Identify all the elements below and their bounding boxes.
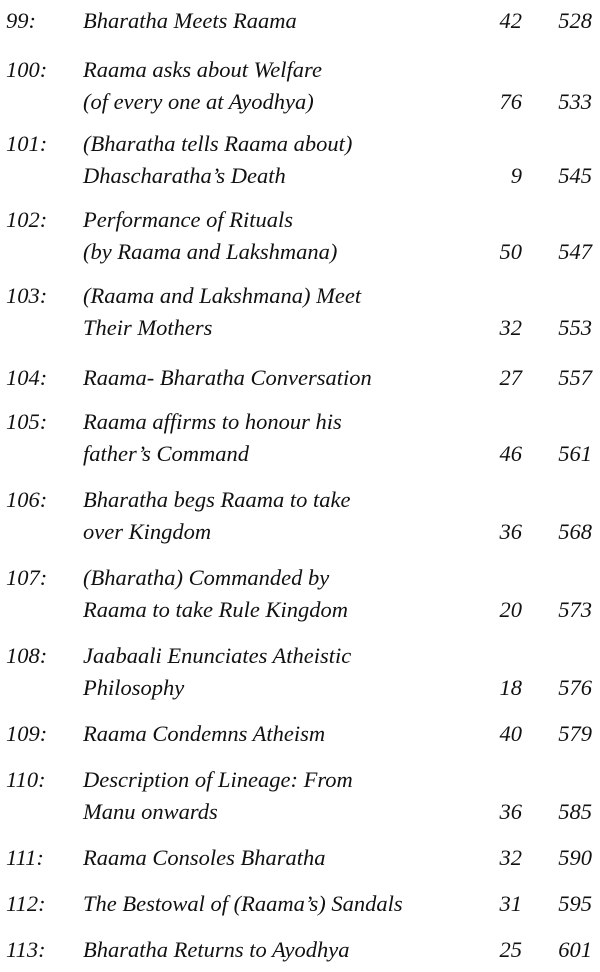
chapter-title-line: The Bestowal of (Raama’s) Sandals (83, 891, 403, 916)
chapter-number: 106: (6, 487, 48, 512)
chapter-title-line: father’s Command (83, 441, 250, 466)
verse-count: 32 (499, 315, 522, 340)
chapter-number: 105: (6, 409, 48, 434)
chapter-title-line: (by Raama and Lakshmana) (83, 239, 338, 264)
chapter-title (83, 888, 483, 920)
chapter-title (83, 562, 483, 626)
chapter-title (83, 718, 483, 750)
chapter-title-line: (Bharatha) Commanded by (83, 565, 330, 590)
chapter-title (83, 484, 483, 548)
chapter-number: 109: (6, 721, 48, 746)
verse-count: 40 (499, 721, 522, 746)
page-number: 533 (558, 89, 592, 114)
chapter-title-line: Their Mothers (83, 315, 213, 340)
chapter-title-line: Raama Consoles Bharatha (83, 845, 326, 870)
page-number: 579 (558, 721, 592, 746)
chapter-number: 103: (6, 283, 48, 308)
chapter-number: 99: (6, 8, 36, 33)
chapter-title-line: (of every one at Ayodhya) (83, 89, 314, 114)
chapter-number: 100: (6, 57, 48, 82)
chapter-title (83, 764, 483, 828)
chapter-title (83, 406, 483, 470)
verse-count: 50 (499, 239, 522, 264)
verse-count: 20 (499, 597, 522, 622)
verse-count: 42 (499, 8, 522, 33)
verse-count: 25 (499, 937, 522, 962)
chapter-number: 101: (6, 131, 48, 156)
chapter-number: 107: (6, 565, 48, 590)
chapter-title (83, 204, 483, 268)
chapter-title (83, 128, 483, 192)
chapter-title (83, 640, 483, 704)
chapter-title (83, 934, 483, 966)
chapter-title-line: Manu onwards (83, 799, 218, 824)
chapter-number: 108: (6, 643, 48, 668)
chapter-title (83, 280, 483, 344)
chapter-title-line: Raama asks about Welfare (83, 57, 322, 82)
page-number: 528 (558, 8, 592, 33)
chapter-title-line: Description of Lineage: From (83, 767, 353, 792)
chapter-title-line: Philosophy (83, 675, 185, 700)
page-number: 595 (558, 891, 592, 916)
page-number: 590 (558, 845, 592, 870)
page-number: 553 (558, 315, 592, 340)
page-number: 601 (558, 937, 592, 962)
chapter-title (83, 842, 483, 874)
verse-count: 18 (499, 675, 522, 700)
page-number: 568 (558, 519, 592, 544)
chapter-number: 104: (6, 365, 48, 390)
chapter-number: 102: (6, 207, 48, 232)
verse-count: 9 (510, 163, 522, 188)
chapter-number: 112: (6, 891, 46, 916)
chapter-number: 113: (6, 937, 46, 962)
verse-count: 46 (499, 441, 522, 466)
page-number: 573 (558, 597, 592, 622)
chapter-title-line: Bharatha Meets Raama (83, 8, 297, 33)
chapter-title-line: (Bharatha tells Raama about) (83, 131, 353, 156)
chapter-number: 110: (6, 767, 46, 792)
page-number: 576 (558, 675, 592, 700)
verse-count: 36 (499, 519, 522, 544)
chapter-title-line: Bharatha begs Raama to take (83, 487, 351, 512)
chapter-title-line: Performance of Rituals (83, 207, 293, 232)
verse-count: 36 (499, 799, 522, 824)
verse-count: 76 (499, 89, 522, 114)
chapter-title-line: over Kingdom (83, 519, 212, 544)
page-number: 561 (558, 441, 592, 466)
verse-count: 32 (499, 845, 522, 870)
page-number: 547 (558, 239, 592, 264)
chapter-title-line: (Raama and Lakshmana) Meet (83, 283, 362, 308)
chapter-title-line: Bharatha Returns to Ayodhya (83, 937, 350, 962)
chapter-title-line: Jaabaali Enunciates Atheistic (83, 643, 352, 668)
chapter-title-line: Raama Condemns Atheism (83, 721, 326, 746)
chapter-title (83, 362, 483, 394)
chapter-title-line: Raama to take Rule Kingdom (83, 597, 348, 622)
chapter-number: 111: (6, 845, 44, 870)
chapter-title-line: Dhascharatha’s Death (83, 163, 286, 188)
page-number: 557 (558, 365, 592, 390)
verse-count: 31 (499, 891, 522, 916)
verse-count: 27 (499, 365, 522, 390)
page-number: 585 (558, 799, 592, 824)
chapter-title-line: Raama affirms to honour his (83, 409, 342, 434)
chapter-title (83, 5, 483, 37)
chapter-title (83, 54, 483, 118)
chapter-title-line: Raama- Bharatha Conversation (83, 365, 372, 390)
page-number: 545 (558, 163, 592, 188)
